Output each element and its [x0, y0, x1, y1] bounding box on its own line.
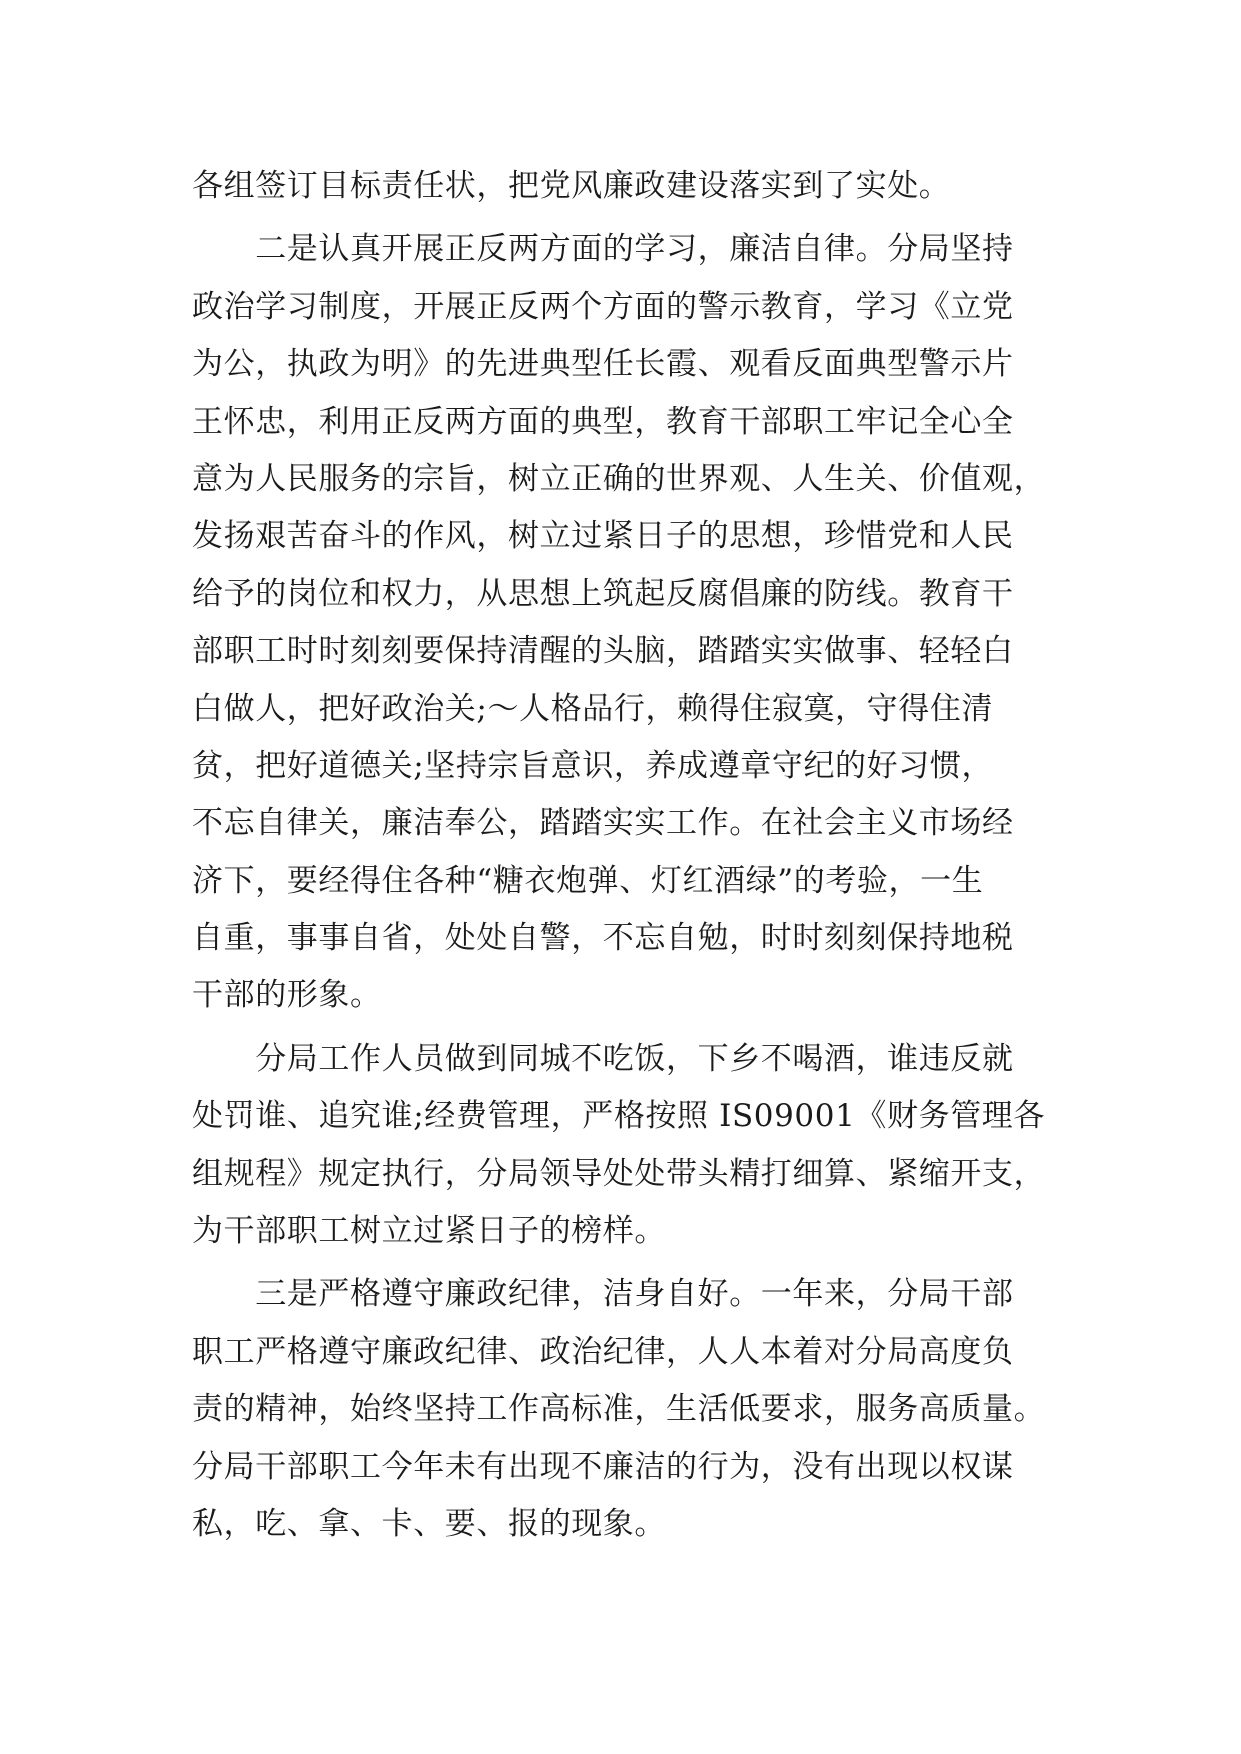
paragraph [192, 1031, 1052, 1261]
text-line: 自重，事事自省，处处自警，不忘自勉，时时刻刻保持地税 [192, 920, 1014, 957]
text-line: 发扬艰苦奋斗的作风，树立过紧日子的思想，珍惜党和人民 [192, 518, 1014, 555]
text-line: 白做人，把好政治关;～人格品行，赖得住寂寞，守得住清 [192, 690, 994, 727]
text-line: 私，吃、拿、卡、要、报的现象。 [192, 1505, 666, 1542]
text-line: 意为人民服务的宗旨，树立正确的世界观、人生关、价值观， [192, 460, 1046, 497]
text-line: 各组签订目标责任状，把党风廉政建设落实到了实处。 [192, 168, 951, 204]
text-line: 责的精神，始终坚持工作高标准，生活低要求，服务高质量。 [192, 1391, 1046, 1428]
text-line: 贫，把好道德关;坚持宗旨意识，养成遵章守纪的好习惯， [192, 747, 994, 784]
text-line: 处罚谁、追究谁;经费管理，严格按照 IS09001《财务管理各 [192, 1098, 1045, 1135]
text-line: 为公，执政为明》的先进典型任长霞、观看反面典型警示片 [192, 346, 1014, 383]
text-line: 干部的形象。 [192, 977, 382, 1014]
paragraph [192, 1266, 1052, 1553]
text-line: 职工严格遵守廉政纪律、政治纪律，人人本着对分局高度负 [192, 1333, 1014, 1370]
text-line: 不忘自律关，廉洁奉公，踏踏实实工作。在社会主义市场经 [192, 805, 1014, 842]
document-body [192, 158, 1052, 1553]
paragraph [192, 158, 1052, 215]
text-line: 给予的岗位和权力，从思想上筑起反腐倡廉的防线。教育干 [192, 575, 1014, 612]
text-line: 王怀忠，利用正反两方面的典型，教育干部职工牢记全心全 [192, 403, 1014, 440]
paragraph [192, 221, 1052, 1024]
text-line: 为干部职工树立过紧日子的榜样。 [192, 1213, 666, 1250]
text-line: 部职工时时刻刻要保持清醒的头脑，踏踏实实做事、轻轻白 [192, 633, 1014, 670]
text-line: 分局干部职工今年未有出现不廉洁的行为，没有出现以权谋 [192, 1448, 1014, 1485]
text-line: 济下，要经得住各种“糖衣炮弹、灯红酒绿”的考验，一生 [192, 862, 984, 899]
text-line: 分局工作人员做到同城不吃饭，下乡不喝酒，谁违反就 [192, 1040, 1014, 1077]
text-line: 二是认真开展正反两方面的学习，廉洁自律。分局坚持 [192, 231, 1014, 268]
text-line: 政治学习制度，开展正反两个方面的警示教育，学习《立党 [192, 288, 1014, 325]
text-line: 三是严格遵守廉政纪律，洁身自好。一年来，分局干部 [192, 1276, 1014, 1313]
text-line: 组规程》规定执行，分局领导处处带头精打细算、紧缩开支， [192, 1155, 1046, 1192]
